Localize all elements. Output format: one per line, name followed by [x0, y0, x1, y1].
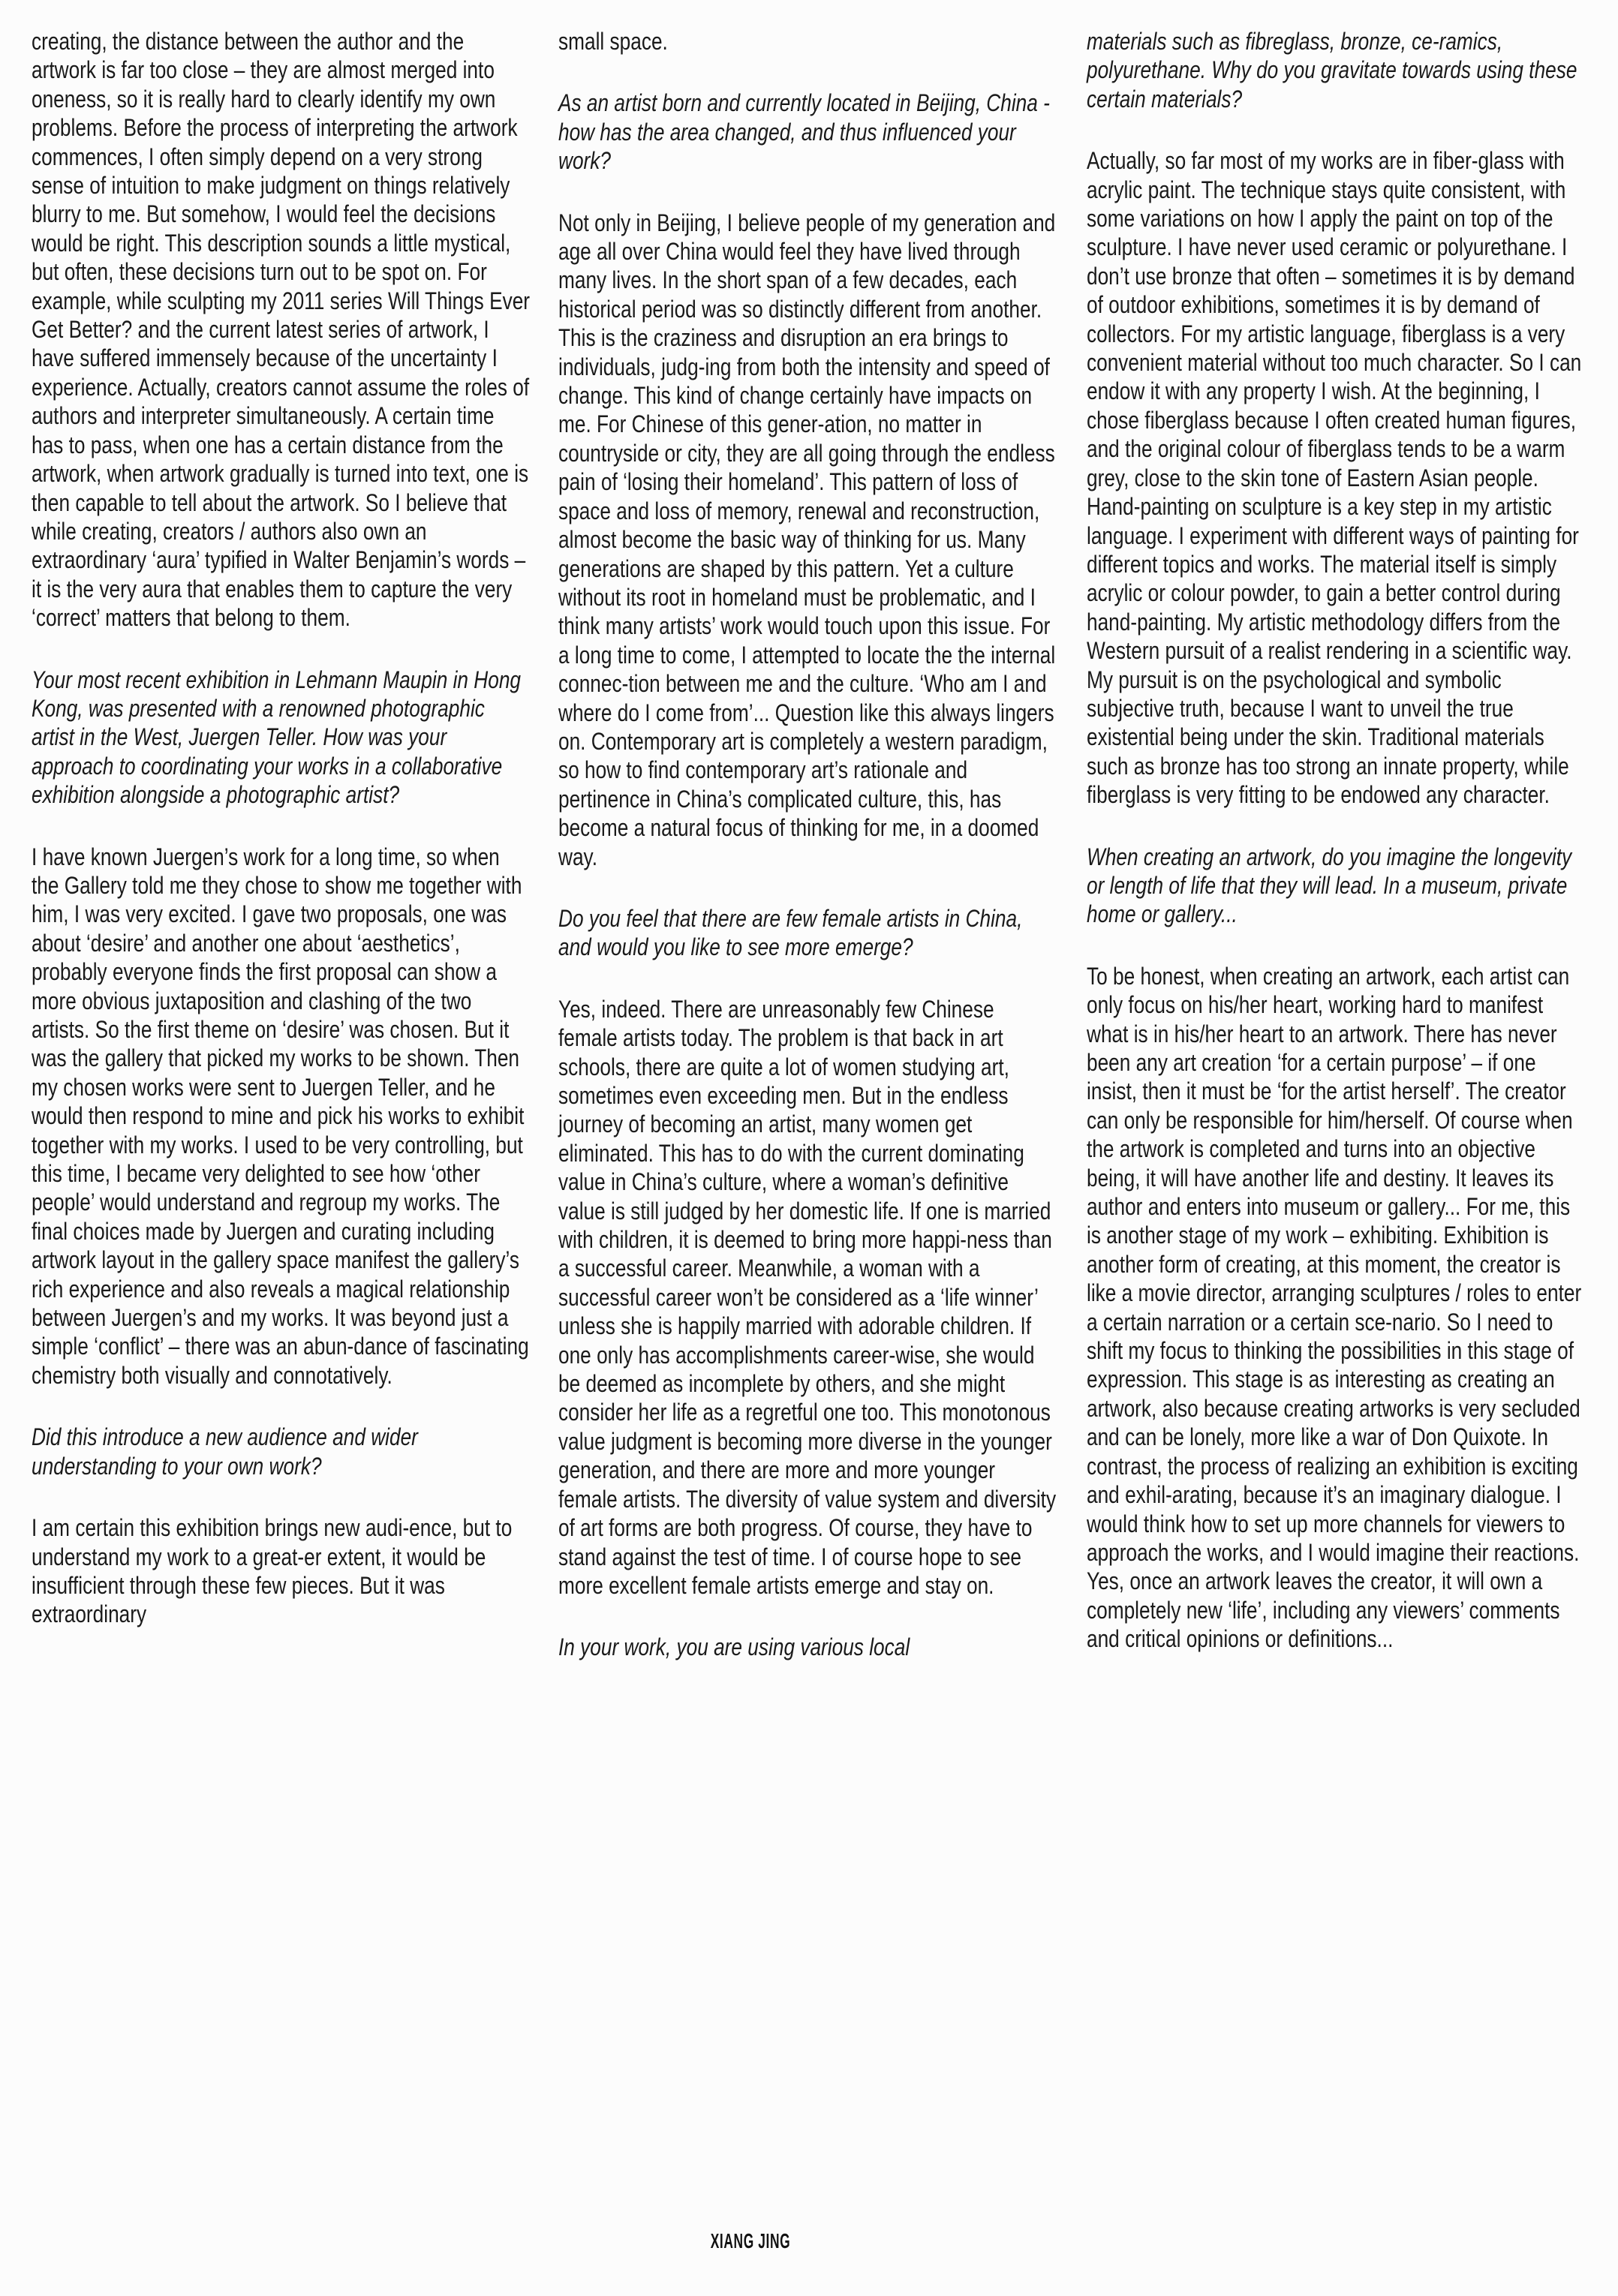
answer-paragraph: Yes, indeed. There are unreasonably few Chinese female artists today. The problem is that back in art schools, there are quite a lot of women studying art, sometimes even exceeding men. But in the endless journey of becoming an artist, many women get eliminated. This has to do with the current dominating value in China’s culture, where a woman’s definitive value is still judged by her domestic life. If one is married with children, it is deemed to bring more happi-ness than a successful career. Meanwhile, a woman with a successful career won’t be considered as a ‘life winner’ unless she is happily married with adorable children. If one only has accomplishments career-wise, she would be deemed as incomplete by others, and she might consider her life as a regretful one too. This monotonous value judgment is becoming more diverse in the younger generation, and there are more and more younger female artists. The diversity of value system and diversity of art forms are both progress. Of course, they have to stand against the test of time. I of course hope to see more excellent female artists emerge and stay on.: [558, 995, 1057, 1599]
question-paragraph: When creating an artwork, do you imagine the longevity or length of life that they will lead. In a museum, private home or gallery...: [1087, 843, 1572, 928]
answer-paragraph: I am certain this exhibition brings new audi-ence, but to understand my work to a great-er extent, it would be insufficient through these few pieces. But it was extraordinary: [32, 1514, 513, 1628]
text-column-right: [1087, 27, 1586, 1654]
question-paragraph: Do you feel that there are few female artists in China, and would you like to see more emerge?: [558, 904, 1023, 961]
question-paragraph: In your work, you are using various local: [558, 1633, 910, 1661]
answer-paragraph: Actually, so far most of my works are in fiber-glass with acrylic paint. The technique stays quite consistent, with some variations on how I apply the paint on top of the sculpture. I have never used ceramic or polyurethane. I don’t use bronze that often – sometimes it is by demand of outdoor exhibitions, sometimes it is by demand of collectors. For my artistic language, fiberglass is a very convenient material without too much character. So I can endow it with any property I wish. At the beginning, I chose fiberglass because I often created human figures, and the original colour of fiberglass tends to be a warm grey, close to the skin tone of Eastern Asian people. Hand-painting on sculpture is a key step in my artistic language. I experiment with different ways of painting for different topics and works. The material itself is simply acrylic or colour powder, to gain a better control during hand-painting. My artistic methodology differs from the Western pursuit of a realist rendering in a scientific way. My pursuit is on the psychological and symbolic subjective truth, because I want to unveil the true existential being under the skin. Traditional materials such as bronze has too strong an innate property, while fiberglass is very fitting to be endowed any character.: [1087, 147, 1582, 809]
text-column-middle: [558, 27, 1058, 1662]
question-paragraph: As an artist born and currently located in Beijing, China - how has the area changed, and thus influenced your work?: [558, 89, 1050, 175]
answer-paragraph: creating, the distance between the author and the artwork is far too close – they are almost merged into oneness, so it is really hard to clearly identify my own problems. Before the process of interpreting the artwork commences, I often simply depend on a very strong sense of intuition to make judgment on things relatively blurry to me. But somehow, I would feel the decisions would be right. This description sounds a little mystical, but often, these decisions turn out to be spot on. For example, while sculpting my 2011 series Will Things Ever Get Better? and the current latest series of artwork, I have suffered immensely because of the uncertainty I experience. Actually, creators cannot assume the roles of authors and interpreter simultaneously. A certain time has to pass, when one has a certain distance from the artwork, when artwork gradually is turned into text, one is then capable to tell about the artwork. So I believe that while creating, creators / authors also own an extraordinary ‘aura’ typified in Walter Benjamin’s words – it is the very aura that enables them to capture the very ‘correct’ matters that belong to them.: [32, 28, 531, 632]
question-paragraph: materials such as fibreglass, bronze, ce-ramics, polyurethane. Why do you gravitate towards using these certain materials?: [1087, 28, 1577, 113]
artist-name-footer: XIANG JING: [710, 2229, 791, 2252]
answer-paragraph: Not only in Beijing, I believe people of my generation and age all over China would feel they have lived through many lives. In the short span of a few decades, each historical period was so distinctly different from another. This is the craziness and disruption an era brings to individuals, judg-ing from both the intensity and speed of change. This kind of change certainly have impacts on me. For Chinese of this gener-ation, no matter in countryside or city, they are all going through the endless pain of ‘losing their homeland’. This pattern of loss of space and loss of memory, renewal and reconstruction, almost become the basic way of thinking for us. Many generations are shaped by this pattern. Yet a culture without its root in homeland must be problematic, and I think many artists’ work would touch upon this issue. For a long time to come, I attempted to locate the the internal connec-tion between me and the culture. ‘Who am I and where do I come from’... Question like this always lingers on. Contemporary art is completely a western paradigm, so how to find contemporary art’s rationale and pertinence in China’s complicated culture, this, has become a natural focus of thinking for me, in a doomed way.: [558, 209, 1056, 870]
answer-paragraph: small space.: [558, 28, 668, 55]
question-paragraph: Did this introduce a new audience and wider understanding to your own work?: [32, 1423, 418, 1480]
answer-paragraph: I have known Juergen’s work for a long time, so when the Gallery told me they chose to show me together with him, I was very excited. I gave two proposals, one was about ‘desire’ and another one about ‘aesthetics’, probably everyone finds the first proposal can show a more obvious juxtaposition and clashing of the two artists. So the first theme on ‘desire’ was chosen. But it was the gallery that picked my works to be shown. Then my chosen works were sent to Juergen Teller, and he would then respond to mine and pick his works to exhibit together with my works. I used to be very controlling, but this time, I became very delighted to see how ‘other people’ would understand and regroup my works. The final choices made by Juergen and curating including artwork layout in the gallery space manifest the gallery’s rich experience and also reveals a magical relationship between Juergen’s and my works. It was beyond just a simple ‘conflict’ – there was an abun-dance of fascinating chemistry both visually and connotatively.: [32, 843, 529, 1389]
text-column-left: [32, 27, 531, 1629]
answer-paragraph: To be honest, when creating an artwork, each artist can only focus on his/her heart, working hard to manifest what is in his/her heart to an artwork. There has never been any art creation ‘for a certain purpose’ – if one insist, then it must be ‘for the artist herself’. The creator can only be responsible for him/herself. Of course when the artwork is completed and turns into an objective being, it will have another life and destiny. It leaves its author and enters into museum or gallery... For me, this is another stage of my work – exhibiting. Exhibition is another form of creating, at this moment, the creator is like a movie director, arranging sculptures / roles to enter a certain narration or a certain sce-nario. So I need to shift my focus to thinking the possibilities in this stage of expression. This stage is as interesting as creating an artwork, also because creating artworks is very secluded and can be lonely, more like a war of Don Quixote. In contrast, the process of realizing an exhibition is exciting and exhil-arating, because it’s an imaginary dialogue. I would think how to set up more channels for viewers to approach the works, and I would imagine their reactions. Yes, once an artwork leaves the creator, it will own a completely new ‘life’, including any viewers’ comments and critical opinions or definitions...: [1087, 962, 1582, 1653]
question-paragraph: Your most recent exhibition in Lehmann Maupin in Hong Kong, was presented with a renowned photographic artist in the West, Juergen Teller. How was your approach to coordinating your works in a collaborative exhibition alongside a photographic artist?: [32, 666, 522, 809]
